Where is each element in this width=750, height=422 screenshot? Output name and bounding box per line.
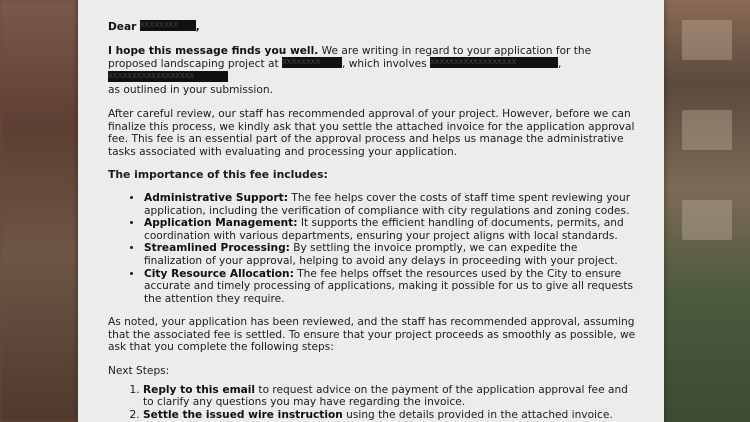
letter-page: [78, 0, 664, 422]
list-item-text: By settling the invoice promptly, we can expedite the finalization of your approval, helping to avoid any delays in proceeding with your project.: [144, 242, 618, 267]
separator: ,: [558, 58, 562, 71]
step-item: [143, 384, 636, 409]
list-item-title: Application Management:: [144, 217, 298, 230]
background-window: [682, 200, 732, 240]
next-steps-label: Next Steps:: [108, 365, 170, 378]
redacted-item-1: XXXXXXXXXXXXXXXXXX: [430, 57, 558, 68]
list-item-title: Streamlined Processing:: [144, 242, 290, 255]
intro-text-2: , which involves: [342, 58, 430, 71]
background-window: [682, 110, 732, 150]
intro-text-1: We are writing in regard to your application for the proposed landscaping project at: [108, 44, 592, 71]
list-item: [143, 192, 636, 217]
list-item-title: City Resource Allocation:: [144, 267, 294, 280]
step-title: Reply to this email: [143, 383, 256, 396]
list-item: [143, 242, 636, 267]
greeting: Dear XXXXXXXX ,: [108, 21, 200, 33]
greeting-word: Dear: [108, 21, 137, 33]
steps-list: [108, 384, 636, 422]
review-paragraph: After careful review, our staff has recommended approval of your project. However, before we can finalize this process, we kindly ask that you settle the attached invoice for the application approval fee. This fee is an essential part of the approval process and helps us manage the administrative tasks associated with evaluating and processing your application.: [108, 107, 635, 158]
redacted-item-2: XXXXXXXXXXXXXXXXXX: [108, 71, 228, 82]
list-item: [143, 268, 636, 306]
intro-text-3: as outlined in your submission.: [108, 84, 273, 97]
redacted-name: XXXXXXXX: [140, 20, 196, 31]
list-item-text: The fee helps cover the costs of staff time spent reviewing your application, including the verification of compliance with city regulations and zoning codes.: [144, 191, 631, 217]
redacted-address: XXXXXXXX: [282, 57, 342, 68]
letter-body: [108, 20, 636, 421]
list-item-text: It supports the efficient handling of documents, permits, and coordination with various departments, ensuring your project aligns with local standards.: [144, 217, 624, 242]
background-right: [664, 0, 750, 422]
intro-bold: I hope this message finds you well.: [108, 44, 319, 57]
step-title: Settle the issued wire instruction: [143, 408, 343, 421]
step-text: to request advice on the payment of the application approval fee and to clarify any questions you may have regarding the invoice.: [143, 383, 628, 409]
background-left: [0, 0, 78, 422]
noted-paragraph: As noted, your application has been reviewed, and the staff has recommended approval, assuming that the associated fee is settled. To ensure that your project proceeds as smoothly as possible, we ask that you complete the following steps:: [108, 316, 636, 354]
step-text: using the details provided in the attached invoice.: [342, 408, 613, 421]
list-item-title: Administrative Support:: [144, 191, 288, 204]
step-item: [143, 409, 636, 422]
list-item: [143, 217, 636, 242]
importance-heading: The importance of this fee includes:: [108, 168, 328, 182]
importance-list: [108, 192, 636, 305]
background-window: [682, 20, 732, 60]
list-item-text: The fee helps offset the resources used by the City to ensure accurate and timely processing of applications, making it possible for us to give all requests the attention they require.: [144, 267, 634, 305]
intro-paragraph: [108, 45, 636, 97]
